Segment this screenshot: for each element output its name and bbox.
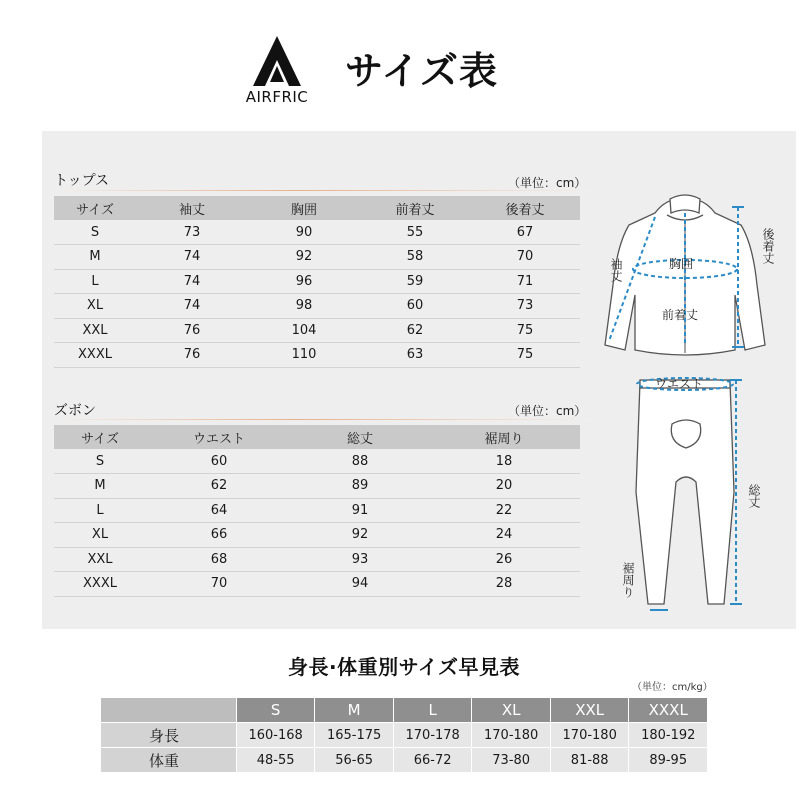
size-cell: XL [54, 523, 146, 548]
table-header-row [54, 425, 580, 449]
column-header: 前着丈 [360, 196, 470, 220]
value-cell: 22 [428, 498, 580, 523]
size-cell: XXL [54, 318, 136, 343]
size-cell: XXL [54, 547, 146, 572]
value-cell: 74 [136, 294, 248, 319]
column-header: 袖丈 [136, 196, 248, 220]
value-cell: 180-192 [629, 723, 708, 748]
value-cell: 60 [360, 294, 470, 319]
size-cell: XL [54, 294, 136, 319]
value-cell: 74 [136, 245, 248, 270]
value-cell: 89-95 [629, 748, 708, 773]
value-cell: 62 [360, 318, 470, 343]
size-header: S [236, 698, 315, 723]
table-row [54, 318, 580, 343]
value-cell: 75 [470, 318, 580, 343]
size-header: XXL [550, 698, 629, 723]
table-row [54, 269, 580, 294]
row-label: 体重 [101, 748, 237, 773]
column-header: 裾周り [428, 425, 580, 449]
total-length-label: 総丈 [747, 484, 761, 508]
column-header: 胸囲 [248, 196, 360, 220]
value-cell: 91 [292, 498, 428, 523]
size-cell: L [54, 498, 146, 523]
quick-table-title: 身長·体重別サイズ早見表 [288, 655, 520, 679]
value-cell: 63 [360, 343, 470, 368]
value-cell: 81-88 [550, 748, 629, 773]
sleeve-label: 袖丈 [609, 258, 623, 282]
value-cell: 26 [428, 547, 580, 572]
column-header: 総丈 [292, 425, 428, 449]
size-cell: M [54, 474, 146, 499]
size-cell: L [54, 269, 136, 294]
row-label: 身長 [101, 723, 237, 748]
column-header: ウエスト [146, 425, 292, 449]
value-cell: 76 [136, 343, 248, 368]
value-cell: 70 [470, 245, 580, 270]
value-cell: 66-72 [393, 748, 472, 773]
column-header: サイズ [54, 196, 136, 220]
table-row [54, 449, 580, 474]
value-cell: 58 [360, 245, 470, 270]
value-cell: 170-178 [393, 723, 472, 748]
size-cell: S [54, 449, 146, 474]
value-cell: 98 [248, 294, 360, 319]
value-cell: 76 [136, 318, 248, 343]
size-header: XL [472, 698, 551, 723]
table-row [101, 723, 708, 748]
value-cell: 93 [292, 547, 428, 572]
jacket-illustration [595, 185, 795, 370]
pants-size-table [54, 425, 580, 597]
value-cell: 59 [360, 269, 470, 294]
value-cell: 92 [248, 245, 360, 270]
blank-header-cell [101, 698, 237, 723]
tops-size-table [54, 196, 580, 368]
table-row [54, 547, 580, 572]
value-cell: 48-55 [236, 748, 315, 773]
column-header: 後着丈 [470, 196, 580, 220]
pants-unit: （単位：cm） [508, 404, 587, 418]
value-cell: 170-180 [550, 723, 629, 748]
size-cell: M [54, 245, 136, 270]
value-cell: 104 [248, 318, 360, 343]
hem-label: 裾周り [621, 562, 635, 598]
table-header-row [101, 698, 708, 723]
table-row [54, 498, 580, 523]
table-row [54, 572, 580, 597]
value-cell: 96 [248, 269, 360, 294]
value-cell: 90 [248, 220, 360, 245]
value-cell: 73 [136, 220, 248, 245]
value-cell: 18 [428, 449, 580, 474]
column-header: サイズ [54, 425, 146, 449]
size-cell: XXXL [54, 572, 146, 597]
table-row [54, 245, 580, 270]
value-cell: 56-65 [315, 748, 394, 773]
size-header: M [315, 698, 394, 723]
front-length-label: 前着丈 [662, 308, 699, 322]
value-cell: 170-180 [472, 723, 551, 748]
quick-table-unit: （単位：cm/kg） [632, 682, 713, 693]
value-cell: 110 [248, 343, 360, 368]
size-cell: S [54, 220, 136, 245]
value-cell: 89 [292, 474, 428, 499]
brand-name: AIRFRIC [245, 88, 309, 106]
value-cell: 55 [360, 220, 470, 245]
page-title: サイズ表 [345, 49, 498, 93]
size-cell: XXXL [54, 343, 136, 368]
size-header: XXXL [629, 698, 708, 723]
tops-divider [54, 190, 590, 191]
value-cell: 74 [136, 269, 248, 294]
table-header-row [54, 196, 580, 220]
value-cell: 88 [292, 449, 428, 474]
value-cell: 20 [428, 474, 580, 499]
waist-label: ウエスト [655, 377, 704, 391]
size-header: L [393, 698, 472, 723]
value-cell: 60 [146, 449, 292, 474]
logo-mark-icon [253, 36, 301, 88]
value-cell: 73 [470, 294, 580, 319]
table-row [54, 523, 580, 548]
value-cell: 68 [146, 547, 292, 572]
value-cell: 75 [470, 343, 580, 368]
value-cell: 165-175 [315, 723, 394, 748]
value-cell: 62 [146, 474, 292, 499]
table-row [54, 343, 580, 368]
tops-unit: （単位：cm） [508, 176, 587, 190]
chest-label: 胸囲 [669, 257, 694, 271]
value-cell: 73-80 [472, 748, 551, 773]
table-row [54, 294, 580, 319]
table-row [54, 474, 580, 499]
value-cell: 92 [292, 523, 428, 548]
tops-title: トップス [54, 173, 110, 189]
back-length-label: 後着丈 [761, 228, 775, 264]
value-cell: 66 [146, 523, 292, 548]
table-row [101, 748, 708, 773]
height-weight-table [100, 697, 708, 773]
pants-divider [54, 419, 590, 420]
value-cell: 28 [428, 572, 580, 597]
pants-title: ズボン [54, 403, 96, 419]
value-cell: 64 [146, 498, 292, 523]
value-cell: 71 [470, 269, 580, 294]
value-cell: 70 [146, 572, 292, 597]
value-cell: 94 [292, 572, 428, 597]
value-cell: 160-168 [236, 723, 315, 748]
table-row [54, 220, 580, 245]
value-cell: 67 [470, 220, 580, 245]
value-cell: 24 [428, 523, 580, 548]
